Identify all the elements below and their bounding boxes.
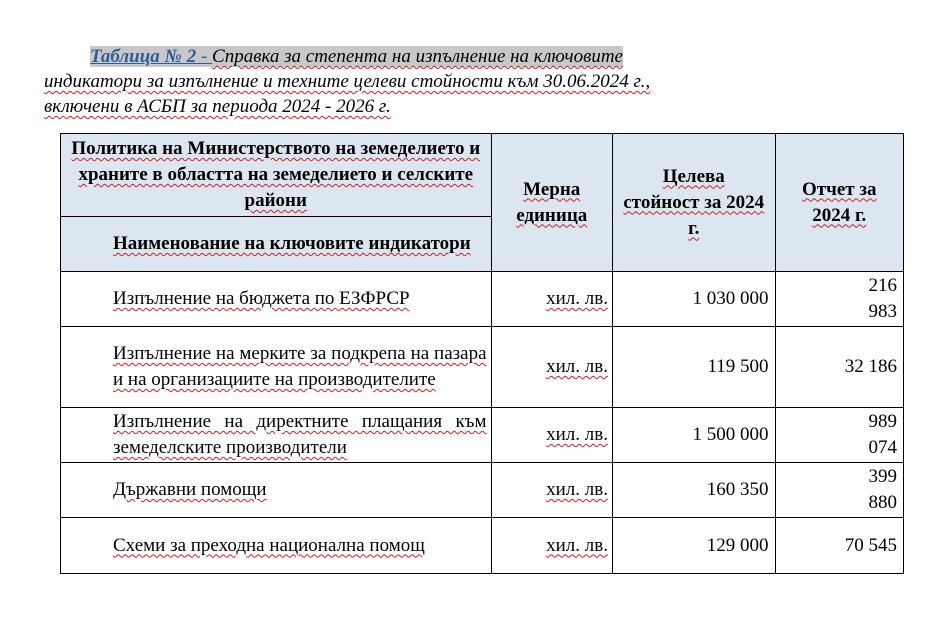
table-row [61,272,904,327]
indicator-name: Изпълнение на директните плащания към земеделските производители [61,408,492,463]
indicator-name: Държавни помощи [61,463,492,518]
indicator-report: 32 186 [775,327,903,408]
report-header: Отчет за 2024 г. [775,134,903,272]
caption-table-label: Таблица № 2 [90,46,197,67]
caption-line-1: Справка за степента на изпълнение на ключовите [212,46,623,67]
indicator-unit: хил. лв. [491,327,612,408]
indicator-report: 399 880 [775,463,903,518]
indicator-report: 70 545 [775,518,903,574]
policy-title-header: Политика на Министерството на земеделието и храните в областта на земеделието и селските райони [61,134,492,217]
indicator-name: Схеми за преходна национална помощ [61,518,492,574]
unit-header: Мерна единица [491,134,612,272]
indicator-target: 1 500 000 [612,408,775,463]
table-row [61,408,904,463]
target-header: Целева стойност за 2024 г. [612,134,775,272]
table-row [61,327,904,408]
table-row [61,463,904,518]
caption-line-3: включени в АСБП за периода 2024 - 2026 г. [44,96,391,117]
indicator-unit: хил. лв. [491,463,612,518]
indicator-unit: хил. лв. [491,272,612,327]
table-row [61,518,904,574]
indicator-name: Изпълнение на мерките за подкрепа на пазара и на организациите на производителите [61,327,492,408]
caption-line-2: индикатори за изпълнение и техните целеви стойности към 30.06.2024 г., [44,71,651,92]
indicator-unit: хил. лв. [491,518,612,574]
table-caption [44,44,824,119]
indicators-table [60,133,904,574]
indicator-name: Изпълнение на бюджета по ЕЗФРСР [61,272,492,327]
indicator-target: 1 030 000 [612,272,775,327]
indicator-report: 989 074 [775,408,903,463]
indicator-report: 216 983 [775,272,903,327]
indicator-target: 129 000 [612,518,775,574]
caption-dash: - [196,46,213,67]
indicator-target: 160 350 [612,463,775,518]
indicator-unit: хил. лв. [491,408,612,463]
indicator-target: 119 500 [612,327,775,408]
indicator-name-header: Наименование на ключовите индикатори [61,217,492,272]
